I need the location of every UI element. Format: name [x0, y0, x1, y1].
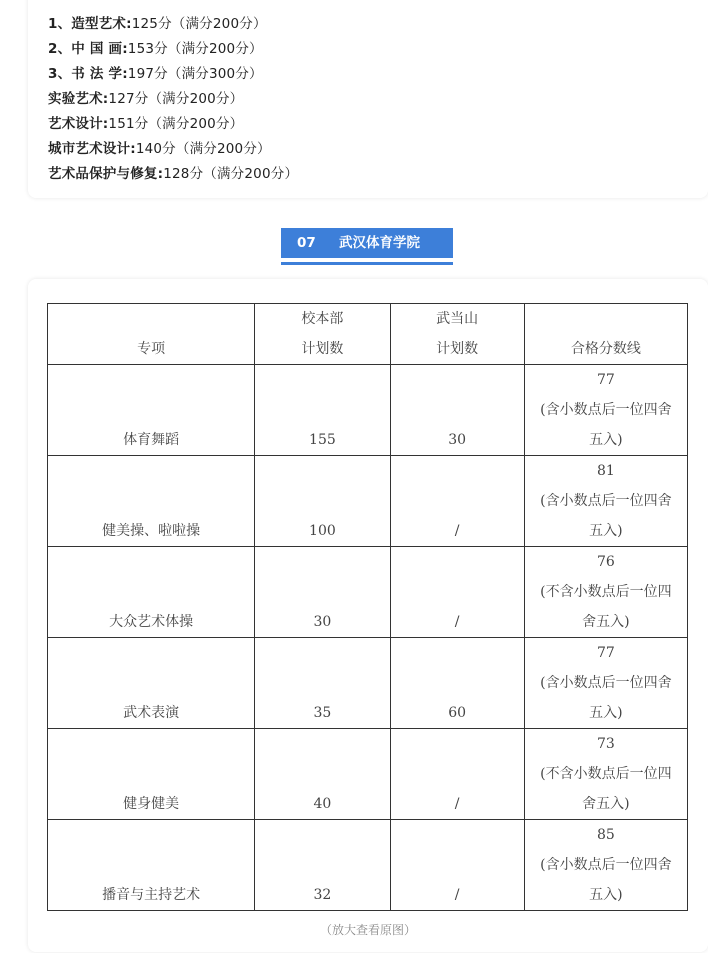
cell-specialty: 播音与主持艺术 — [48, 820, 255, 911]
score-card — [28, 0, 708, 198]
cutoff-note-line1: (含小数点后一位四舍 — [540, 675, 672, 691]
score-list — [48, 12, 298, 187]
cutoff-score: 73 — [596, 736, 615, 752]
score-label: 3、书 法 学: — [48, 66, 128, 82]
cell-specialty: 武术表演 — [48, 638, 255, 729]
header-main-campus-line2: 计划数 — [301, 341, 344, 357]
cutoff-note-line1: (含小数点后一位四舍 — [540, 402, 672, 418]
cell-main-plan: 100 — [255, 456, 390, 547]
score-label: 艺术设计: — [48, 116, 109, 132]
cell-wudang-plan: / — [390, 820, 524, 911]
enlarge-caption[interactable]: （放大查看原图） — [319, 923, 416, 937]
score-label: 1、造型艺术: — [48, 16, 132, 32]
cell-specialty: 健身健美 — [48, 729, 255, 820]
cell-cutoff — [524, 456, 687, 547]
section-title — [281, 228, 453, 266]
cutoff-note-line2: 舍五入) — [582, 614, 630, 630]
cutoff-score: 85 — [596, 827, 615, 843]
cutoff-score: 77 — [596, 372, 615, 388]
cutoff-note-line1: (含小数点后一位四舍 — [540, 493, 672, 509]
score-line — [48, 62, 298, 87]
score-label: 实验艺术: — [48, 91, 109, 107]
cell-main-plan: 30 — [255, 547, 390, 638]
cell-cutoff — [524, 365, 687, 456]
header-cutoff — [524, 304, 687, 365]
cutoff-note-line2: 五入) — [589, 887, 623, 903]
table-row — [48, 638, 688, 729]
table-row — [48, 820, 688, 911]
cutoff-note-line2: 五入) — [589, 705, 623, 721]
table-header-row — [48, 304, 688, 365]
score-line — [48, 37, 298, 62]
cell-main-plan: 155 — [255, 365, 390, 456]
cell-specialty: 健美操、啦啦操 — [48, 456, 255, 547]
cutoff-note-line2: 五入) — [589, 523, 623, 539]
cutoff-note-line2: 五入) — [589, 432, 623, 448]
score-line — [48, 162, 298, 187]
score-value: 127分（满分200分） — [108, 91, 244, 107]
header-wudang-line2: 计划数 — [436, 341, 479, 357]
score-line — [48, 112, 298, 137]
section-underline — [281, 262, 453, 265]
score-label: 城市艺术设计: — [48, 141, 136, 157]
cell-main-plan: 32 — [255, 820, 390, 911]
table-row — [48, 547, 688, 638]
cutoff-score: 76 — [596, 554, 615, 570]
header-wudang-line1: 武当山 — [436, 311, 479, 327]
cutoff-table — [47, 303, 688, 911]
header-specialty — [48, 304, 255, 365]
header-main-campus-line1: 校本部 — [301, 311, 344, 327]
cell-specialty: 大众艺术体操 — [48, 547, 255, 638]
cell-cutoff — [524, 547, 687, 638]
header-cutoff-text: 合格分数线 — [570, 341, 641, 357]
cell-cutoff — [524, 820, 687, 911]
section-number: 07 — [297, 235, 316, 251]
cutoff-score: 77 — [596, 645, 615, 661]
table-row — [48, 365, 688, 456]
score-line — [48, 12, 298, 37]
cell-wudang-plan: / — [390, 456, 524, 547]
score-value: 128分（满分200分） — [163, 166, 299, 182]
score-value: 125分（满分200分） — [131, 16, 267, 32]
score-line — [48, 87, 298, 112]
score-line — [48, 137, 298, 162]
cell-main-plan: 40 — [255, 729, 390, 820]
cell-cutoff — [524, 729, 687, 820]
cell-wudang-plan: 30 — [390, 365, 524, 456]
cell-cutoff — [524, 638, 687, 729]
section-name: 武汉体育学院 — [339, 235, 420, 251]
cutoff-note-line1: (含小数点后一位四舍 — [540, 857, 672, 873]
header-specialty-text: 专项 — [137, 341, 166, 357]
cell-specialty: 体育舞蹈 — [48, 365, 255, 456]
cell-wudang-plan: / — [390, 547, 524, 638]
table-card — [28, 279, 708, 952]
cell-wudang-plan: / — [390, 729, 524, 820]
cutoff-note-line1: (不含小数点后一位四 — [540, 766, 672, 782]
score-value: 197分（满分300分） — [127, 66, 263, 82]
cutoff-note-line1: (不含小数点后一位四 — [540, 584, 672, 600]
cutoff-note-line2: 舍五入) — [582, 796, 630, 812]
cell-main-plan: 35 — [255, 638, 390, 729]
score-value: 151分（满分200分） — [108, 116, 244, 132]
score-label: 艺术品保护与修复: — [48, 166, 164, 182]
score-label: 2、中 国 画: — [48, 41, 128, 57]
score-value: 140分（满分200分） — [135, 141, 271, 157]
section-title-bar — [281, 228, 453, 258]
cell-wudang-plan: 60 — [390, 638, 524, 729]
table-row — [48, 729, 688, 820]
header-main-campus — [255, 304, 390, 365]
score-value: 153分（满分200分） — [127, 41, 263, 57]
table-row — [48, 456, 688, 547]
cutoff-score: 81 — [596, 463, 615, 479]
header-wudang — [390, 304, 524, 365]
